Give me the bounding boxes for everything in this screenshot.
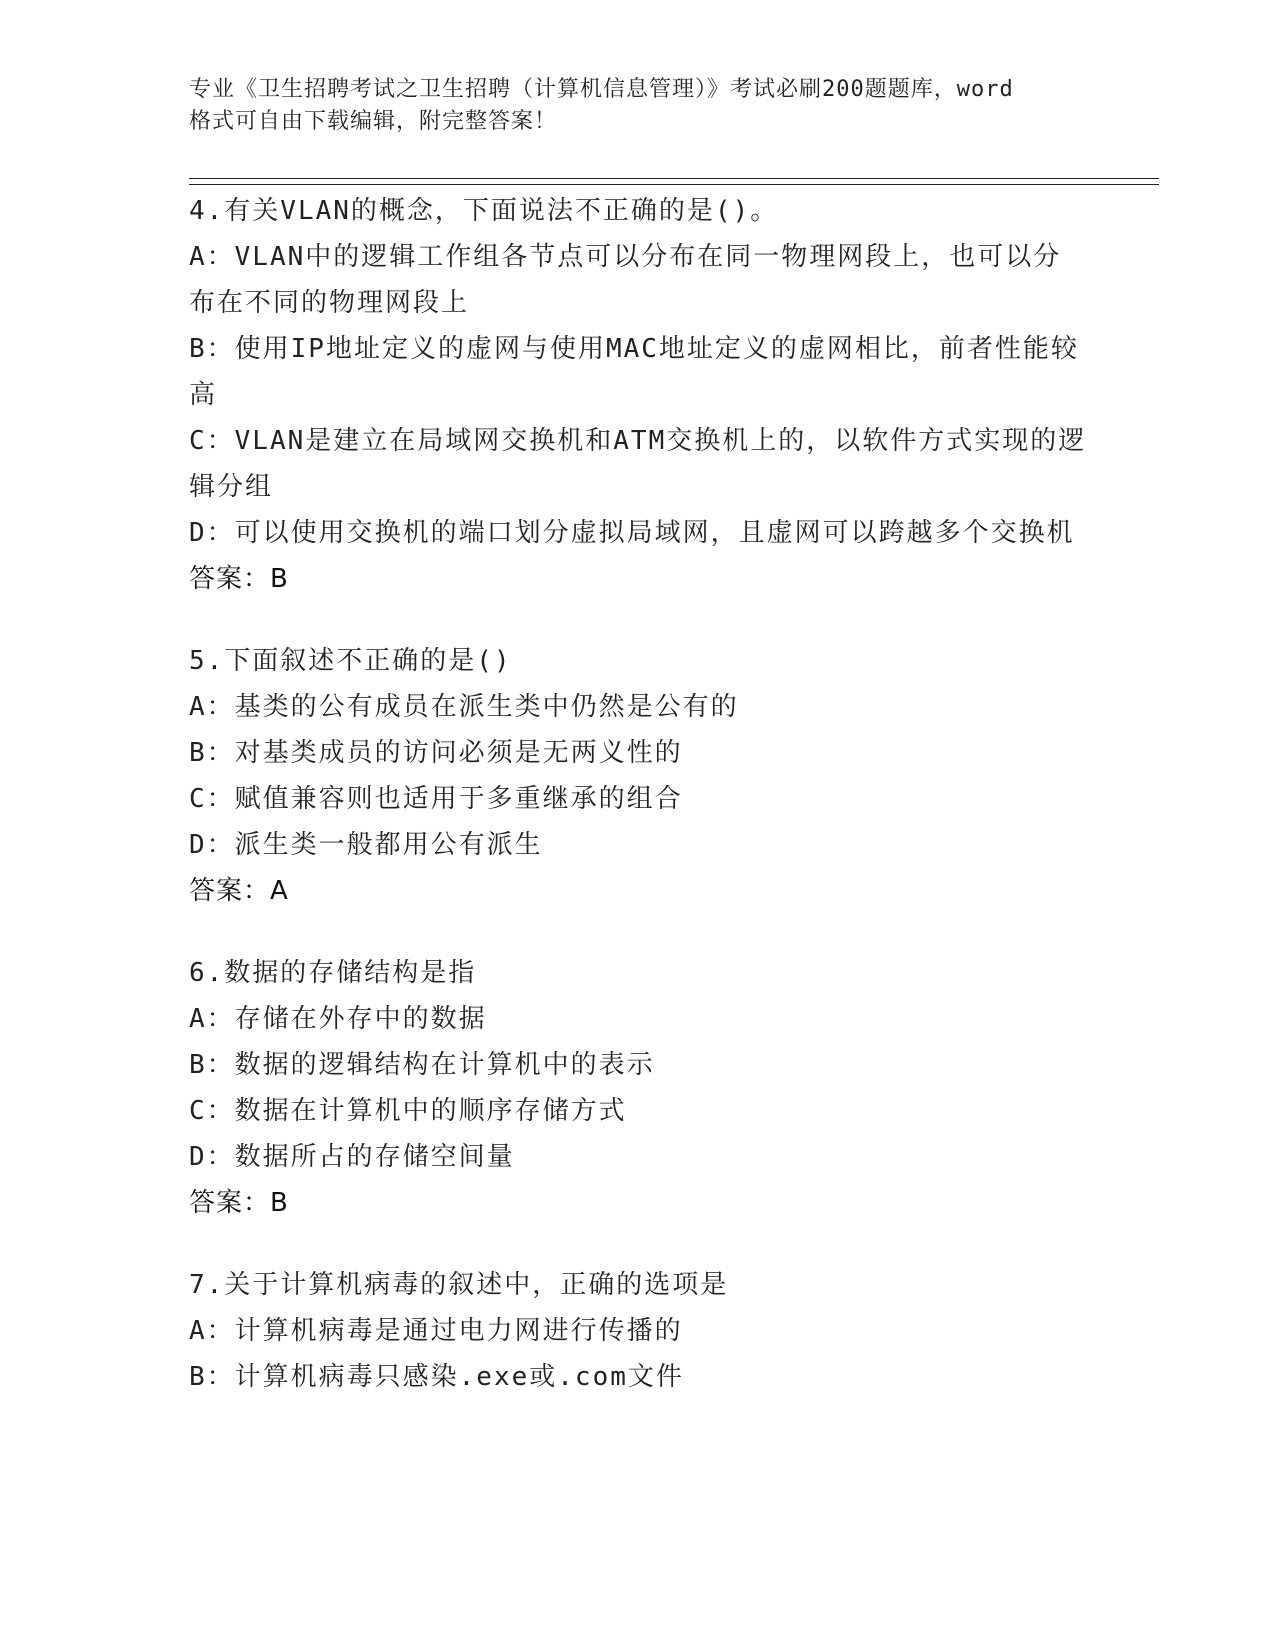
- option-b: B：对基类成员的访问必须是无两义性的: [189, 738, 683, 768]
- header-divider-top: [189, 178, 1159, 179]
- question-5: [189, 638, 1089, 914]
- option-b: B：计算机病毒只感染.exe或.com文件: [189, 1362, 684, 1392]
- header-line-1: 专业《卫生招聘考试之卫生招聘（计算机信息管理）》考试必刷200题题库，word: [189, 77, 1014, 102]
- question-list: [189, 188, 1089, 1436]
- header-divider-bottom: [189, 184, 1159, 185]
- question-stem: 5.下面叙述不正确的是(): [189, 646, 512, 676]
- document-header: [189, 74, 1089, 138]
- question-stem: 6.数据的存储结构是指: [189, 958, 477, 988]
- option-c: C：VLAN是建立在局域网交换机和ATM交换机上的，以软件方式实现的逻辑分组: [189, 426, 1087, 502]
- question-4: [189, 188, 1089, 602]
- option-c: C：数据在计算机中的顺序存储方式: [189, 1096, 627, 1126]
- option-a: A：存储在外存中的数据: [189, 1004, 487, 1034]
- question-6: [189, 950, 1089, 1226]
- option-b: B：数据的逻辑结构在计算机中的表示: [189, 1050, 655, 1080]
- option-a: A：VLAN中的逻辑工作组各节点可以分布在同一物理网段上，也可以分布在不同的物理网段上: [189, 242, 1062, 318]
- question-7: [189, 1262, 1089, 1400]
- question-stem: 4.有关VLAN的概念，下面说法不正确的是()。: [189, 196, 779, 226]
- answer-label: 答案：B: [189, 1188, 289, 1218]
- option-d: D：数据所占的存储空间量: [189, 1142, 515, 1172]
- option-d: D：可以使用交换机的端口划分虚拟局域网，且虚网可以跨越多个交换机: [189, 518, 1075, 548]
- option-a: A：基类的公有成员在派生类中仍然是公有的: [189, 692, 739, 722]
- answer-label: 答案：A: [189, 876, 289, 906]
- question-stem: 7.关于计算机病毒的叙述中，正确的选项是: [189, 1270, 729, 1300]
- answer-label: 答案：B: [189, 564, 289, 594]
- option-b: B：使用IP地址定义的虚网与使用MAC地址定义的虚网相比，前者性能较高: [189, 334, 1079, 410]
- option-c: C：赋值兼容则也适用于多重继承的组合: [189, 784, 683, 814]
- option-a: A：计算机病毒是通过电力网进行传播的: [189, 1316, 683, 1346]
- header-line-2: 格式可自由下载编辑，附完整答案！: [189, 109, 558, 134]
- option-d: D：派生类一般都用公有派生: [189, 830, 543, 860]
